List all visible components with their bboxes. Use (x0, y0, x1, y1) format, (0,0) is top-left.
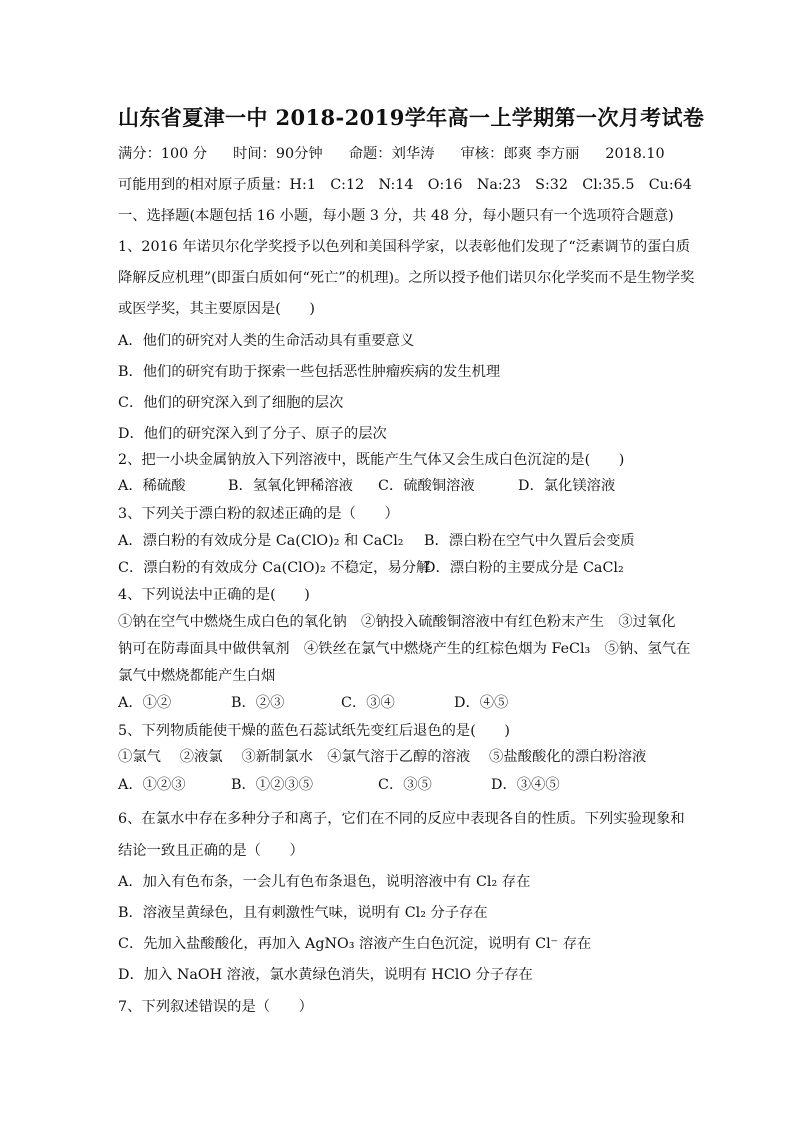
q4-statement-line-2: 钠可在防毒面具中做供氧剂 ④铁丝在氯气中燃烧产生的红棕色烟为 FeCl₃ ⑤钠、氢气在 (118, 641, 691, 657)
q5-options (118, 775, 560, 795)
q1-stem-line-1: 1、2016 年诺贝尔化学奖授予以色列和美国科学家，以表彰他们发现了“泛素调节的蛋白质 (118, 239, 691, 255)
q5-option-d: D．③④⑤ (491, 777, 560, 793)
q6-stem-line-1: 6、在氯水中存在多种分子和离子，它们在不同的反应中表现各自的性质。下列实验现象和 (118, 811, 685, 827)
exam-meta (118, 144, 665, 164)
q1-option-a: A．他们的研究对人类的生命活动具有重要意义 (118, 333, 415, 349)
q3-stem: 3、下列关于漂白粉的叙述正确的是（ ） (118, 506, 399, 522)
q2-options (118, 476, 615, 496)
q1-stem-line-2: 降解反应机理”(即蛋白质如何“死亡”的机理)。之所以授予他们诺贝尔化学奖而不是生物学奖 (118, 270, 695, 286)
q2-stem: 2、把一小块金属钠放入下列溶液中，既能产生气体又会生成白色沉淀的是( ) (118, 452, 625, 468)
q4-options (118, 693, 508, 713)
meta-score: 满分：100 分 (118, 146, 208, 162)
q5-items: ①氯气 ②液氯 ③新制氯水 ④氯气溶于乙醇的溶液 ⑤盐酸酸化的漂白粉溶液 (118, 749, 647, 765)
q7-stem: 7、下列叙述错误的是（ ） (118, 999, 313, 1015)
page-title: 山东省夏津一中 2018-2019学年高一上学期第一次月考试卷 (118, 105, 705, 130)
q1-option-d: D．他们的研究深入到了分子、原子的层次 (118, 426, 387, 442)
q4-statement-line-1: ①钠在空气中燃烧生成白色的氧化钠 ②钠投入硫酸铜溶液中有红色粉末产生 ③过氧化 (118, 614, 676, 630)
section-heading: 一、选择题(本题包括 16 小题，每小题 3 分，共 48 分，每小题只有一个选项符合题意) (118, 208, 674, 224)
q6-option-b: B．溶液呈黄绿色，且有刺激性气味，说明有 Cl₂ 分子存在 (118, 905, 488, 921)
q4-option-d: D．④⑤ (454, 695, 509, 711)
q5-option-c: C．③⑤ (378, 777, 432, 793)
q4-option-c: C．③④ (341, 695, 395, 711)
q2-option-a: A．稀硫酸 (118, 478, 186, 494)
q1-option-b: B．他们的研究有助于探索一些包括恶性肿瘤疾病的发生机理 (118, 364, 501, 380)
q1-option-c: C．他们的研究深入到了细胞的层次 (118, 395, 344, 411)
meta-reviewer: 审核：郎爽 李方丽 (460, 146, 580, 162)
q4-stem: 4、下列说法中正确的是( ) (118, 587, 310, 603)
q3-option-c: C．漂白粉的有效成分 Ca(ClO)₂ 不稳定，易分解 (118, 560, 431, 576)
meta-author: 命题：刘华涛 (348, 146, 435, 162)
q6-option-d: D．加入 NaOH 溶液，氯水黄绿色消失，说明有 HClO 分子存在 (118, 967, 533, 983)
meta-time: 时间：90分钟 (233, 146, 323, 162)
q2-option-b: B．氢氧化钾稀溶液 (228, 478, 353, 494)
q4-option-a: A．①② (118, 695, 172, 711)
q2-option-c: C．硫酸铜溶液 (378, 478, 475, 494)
q5-option-a: A．①②③ (118, 777, 186, 793)
q3-option-d: D．漂白粉的主要成分是 CaCl₂ (424, 560, 624, 576)
q3-option-b: B．漂白粉在空气中久置后会变质 (424, 533, 635, 549)
q1-stem-line-3: 或医学奖，其主要原因是( ) (118, 301, 316, 317)
meta-date: 2018.10 (605, 146, 665, 162)
q5-option-b: B．①②③⑤ (231, 777, 313, 793)
q6-stem-line-2: 结论一致且正确的是（ ） (118, 843, 304, 859)
q4-statement-line-3: 氯气中燃烧都能产生白烟 (118, 668, 276, 684)
q4-option-b: B．②③ (231, 695, 285, 711)
atomic-masses: 可能用到的相对原子质量：H:1 C:12 N:14 O:16 Na:23 S:32 Cl:35.5 Cu:64 (118, 177, 692, 193)
q2-option-d: D．氯化镁溶液 (518, 478, 616, 494)
q3-option-a: A．漂白粉的有效成分是 Ca(ClO)₂ 和 CaCl₂ (118, 533, 404, 549)
q6-option-a: A．加入有色布条，一会儿有色布条退色，说明溶液中有 Cl₂ 存在 (118, 874, 531, 890)
q3-options-row-2 (118, 558, 624, 578)
q6-option-c: C．先加入盐酸酸化，再加入 AgNO₃ 溶液产生白色沉淀，说明有 Cl⁻ 存在 (118, 936, 592, 952)
q5-stem: 5、下列物质能使干燥的蓝色石蕊试纸先变红后退色的是( ) (118, 723, 510, 739)
q3-options-row-1 (118, 531, 635, 551)
